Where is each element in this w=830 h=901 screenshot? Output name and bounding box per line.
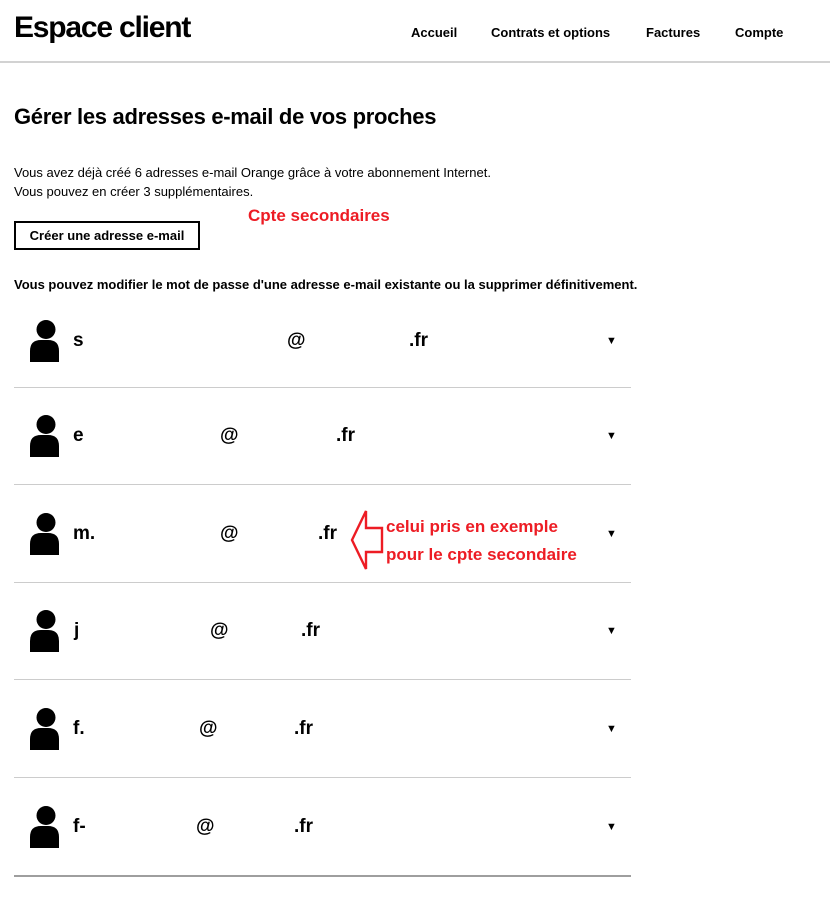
instruction-text: Vous pouvez modifier le mot de passe d'une adresse e-mail existante ou la supprimer définitivement. xyxy=(14,277,638,292)
email-prefix: f- xyxy=(73,815,86,837)
nav-compte[interactable]: Compte xyxy=(735,25,784,40)
annotation-example-line2: pour le cpte secondaire xyxy=(386,545,577,564)
email-prefix: f. xyxy=(73,717,85,739)
app-title: Espace client xyxy=(14,11,191,44)
person-icon xyxy=(29,708,59,750)
person-icon xyxy=(29,610,59,652)
email-at-sign: @ xyxy=(199,717,218,739)
person-icon xyxy=(29,806,59,848)
chevron-down-icon[interactable]: ▼ xyxy=(606,722,617,735)
chevron-down-icon[interactable]: ▼ xyxy=(606,527,617,540)
person-icon xyxy=(29,320,59,362)
email-row-6[interactable] xyxy=(14,778,631,877)
left-block-arrow-icon xyxy=(350,507,384,573)
email-prefix: j xyxy=(74,620,80,641)
annotation-cpte-secondaires: Cpte secondaires xyxy=(248,206,390,225)
email-at-sign: @ xyxy=(220,425,239,446)
header xyxy=(0,0,830,63)
email-row-2[interactable] xyxy=(14,388,631,485)
email-row-4[interactable] xyxy=(14,583,631,680)
email-domain-suffix: .fr xyxy=(318,522,337,544)
email-domain-suffix: .fr xyxy=(294,815,313,837)
intro-remaining-count: Vous pouvez en créer 3 supplémentaires. xyxy=(14,184,254,199)
email-account-list xyxy=(14,295,631,877)
page-title: Gérer les adresses e-mail de vos proches xyxy=(14,104,437,129)
email-prefix: s xyxy=(73,330,84,351)
email-prefix: m. xyxy=(73,522,96,544)
chevron-down-icon[interactable]: ▼ xyxy=(606,335,617,347)
email-prefix: e xyxy=(73,425,84,446)
annotation-example-line1: celui pris en exemple xyxy=(386,517,558,536)
email-at-sign: @ xyxy=(210,620,229,641)
chevron-down-icon[interactable]: ▼ xyxy=(606,430,617,442)
email-at-sign: @ xyxy=(220,522,239,544)
create-email-button[interactable]: Créer une adresse e-mail xyxy=(14,221,200,250)
email-at-sign: @ xyxy=(287,330,306,351)
email-at-sign: @ xyxy=(196,815,215,837)
nav-factures[interactable]: Factures xyxy=(646,25,701,40)
email-domain-suffix: .fr xyxy=(301,620,320,641)
email-domain-suffix: .fr xyxy=(409,330,428,351)
person-icon xyxy=(29,513,59,555)
email-row-1[interactable] xyxy=(14,295,631,388)
email-domain-suffix: .fr xyxy=(294,717,313,739)
annotation-example-note xyxy=(386,513,577,569)
email-domain-suffix: .fr xyxy=(336,425,355,446)
person-icon xyxy=(29,415,59,457)
nav-contrats-et-options[interactable]: Contrats et options xyxy=(491,25,611,40)
nav-accueil[interactable]: Accueil xyxy=(411,25,458,40)
intro-created-count: Vous avez déjà créé 6 adresses e-mail Orange grâce à votre abonnement Internet. xyxy=(14,165,491,180)
email-row-5[interactable] xyxy=(14,680,631,778)
chevron-down-icon[interactable]: ▼ xyxy=(606,820,617,833)
chevron-down-icon[interactable]: ▼ xyxy=(606,625,617,637)
